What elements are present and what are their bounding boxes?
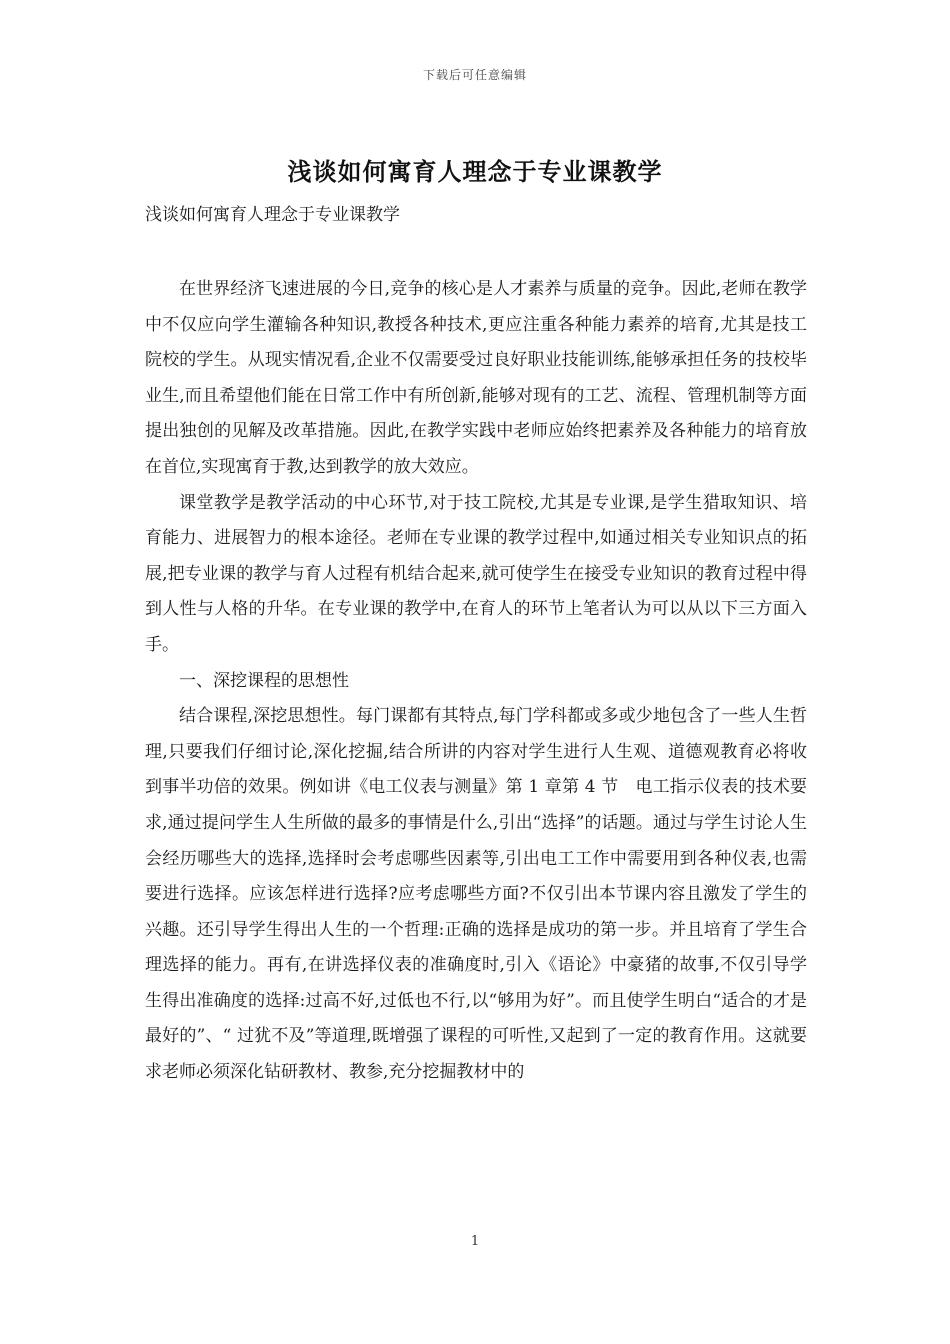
document-body <box>145 272 807 1091</box>
document-title: 浅谈如何寓育人理念于专业课教学 <box>287 157 663 186</box>
page-number: 1 <box>470 1234 480 1249</box>
paragraph-classroom: 课堂教学是教学活动的中心环节,对于技工院校,尤其是专业课,是学生猎取知识、培育能力、进展智力的根本途径。老师在专业课的教学过程中,如通过相关专业知识点的拓展,把专业课的教学与育人过程有机结合起来,就可使学生在接受专业知识的教育过程中得到人性与人格的升华。在专业课的教学中,在育人的环节上笔者认为可以从以下三方面入手。 <box>145 492 807 655</box>
document-subtitle: 浅谈如何寓育人理念于专业课教学 <box>145 205 400 225</box>
paragraph-intro: 在世界经济飞速进展的今日,竞争的核心是人才素养与质量的竞争。因此,老师在教学中不仅应向学生灌输各种知识,教授各种技术,更应注重各种能力素养的培育,尤其是技工院校的学生。从现实情况看,企业不仅需要受过良好职业技能训练,能够承担任务的技校毕业生,而且希望他们能在日常工作中有所创新,能够对现有的工艺、流程、管理机制等方面提出独创的见解及改革措施。因此,在教学实践中老师应始终把素养及各种能力的培育放在首位,实现寓育于教,达到教学的放大效应。 <box>145 279 807 477</box>
paragraph-section-1: 结合课程,深挖思想性。每门课都有其特点,每门学科都或多或少地包含了一些人生哲理,只要我们仔细讨论,深化挖掘,结合所讲的内容对学生进行人生观、道德观教育必将收到事半功倍的效果。例如讲《电工仪表与测量》第 1 章第 4 节 电工指示仪表的技术要求,通过提问学生人生所做的最多的事情是什么,引出“选择”的话题。通过与学生讨论人生会经历哪些大的选择,选择时会考虑哪些因素等,引出电工工作中需要用到各种仪表,也需要进行选择。应该怎样进行选择?应考虑哪些方面?不仅引出本节课内容且激发了学生的兴趣。还引导学生得出人生的一个哲理:正确的选择是成功的第一步。并且培育了学生合理选择的能力。再有,在讲选择仪表的准确度时,引入《语论》中豪猪的故事,不仅引导学生得出准确度的选择:过高不好,过低也不行,以“够用为好”。而且使学生明白“适合的才是最好的”、“ 过犹不及”等道理,既增强了课程的可听性,又起到了一定的教育作用。这就要求老师必须深化钻研教材、教参,充分挖掘教材中的 <box>145 706 807 1083</box>
header-note: 下载后可任意编辑 <box>422 68 527 82</box>
section-heading-1: 一、深挖课程的思想性 <box>179 670 349 691</box>
